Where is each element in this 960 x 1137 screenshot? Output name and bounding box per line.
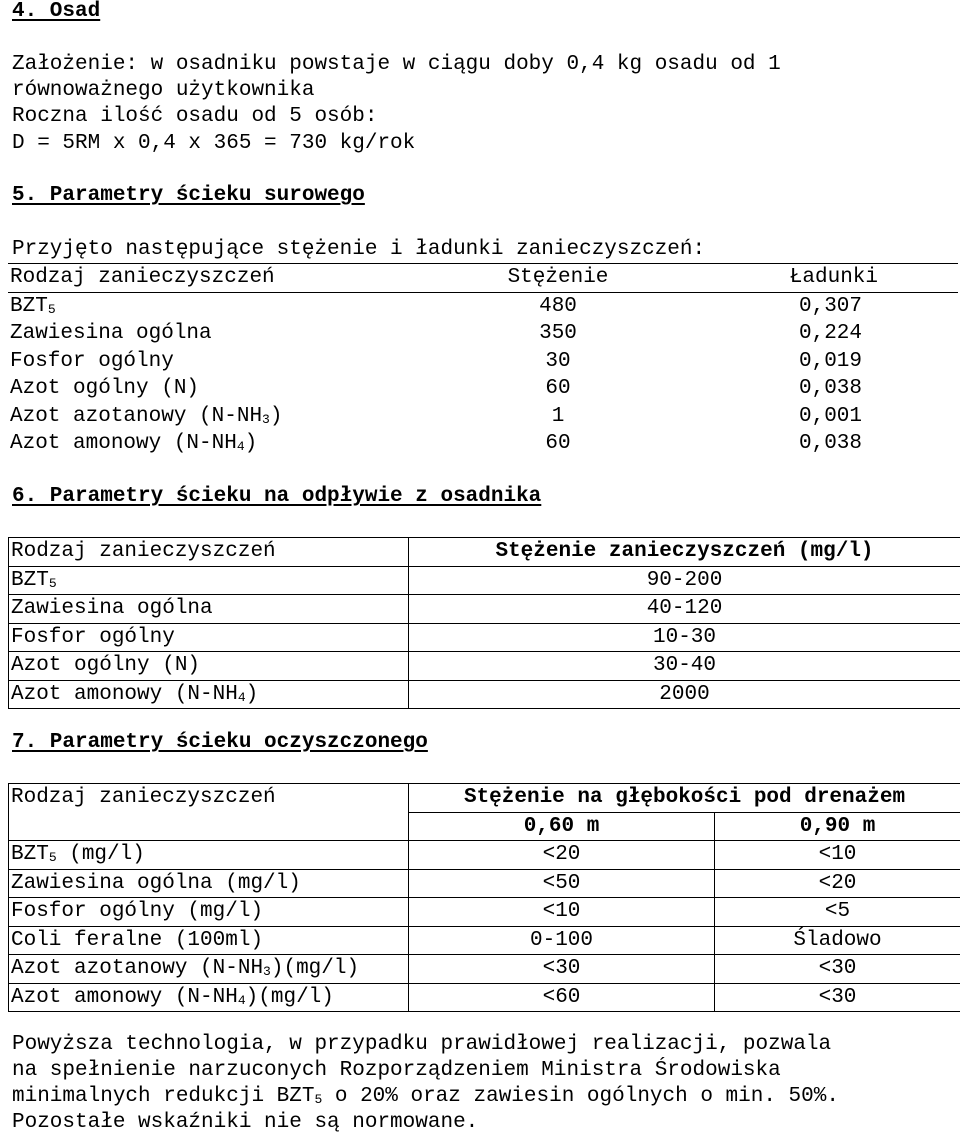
section-5-heading: 5. Parametry ścieku surowego	[12, 184, 365, 207]
section-4-line-1: Założenie: w osadniku powstaje w ciągu doby 0,4 kg osadu od 1	[12, 53, 781, 76]
pollutant-name: Zawiesina ogólna (mg/l)	[11, 871, 301, 895]
concentration-value: 40-120	[409, 595, 960, 624]
concentration-value: 30-40	[409, 652, 960, 681]
depth-090-value: <30	[715, 983, 960, 1012]
closing-line-3: minimalnych redukcji $BZT_5$ o 20% oraz zawiesin ogólnych o min. 50%.	[12, 1085, 839, 1108]
depth-090-value: <5	[715, 898, 960, 927]
pollutant-name: Fosfor ogólny (mg/l)	[11, 900, 264, 924]
pollutant-name: Azot ogólny (N)	[11, 654, 201, 678]
depth-090-value: <10	[715, 841, 960, 870]
raw-sewage-header-row	[8, 264, 958, 293]
table-row: Azot amonowy $(N-NH_4)(mg/l)$ <60 <30	[9, 983, 960, 1012]
pollutant-name: Azot azotanowy (N-NH	[11, 957, 264, 981]
depth-090-value: <30	[715, 955, 960, 984]
header-loads: Ładunki	[708, 264, 958, 293]
header-pollutant-concentration: Stężenie zanieczyszczeń (mg/l)	[409, 538, 960, 567]
load-value: 0,019	[798, 349, 862, 373]
depth-060-value: <10	[409, 898, 715, 927]
treated-sewage-table	[8, 783, 960, 1012]
closing-line-1: Powyższa technologia, w przypadku prawidłowej realizacji, pozwala	[12, 1033, 832, 1056]
table-row: Azot azotanowy $(N-NH_3)(mg/l)$ <30 <30	[9, 955, 960, 984]
section-7-heading: 7. Parametry ścieku oczyszczonego	[12, 731, 428, 754]
pollutant-name: BZT	[10, 294, 48, 318]
settling-outflow-header-row	[9, 538, 960, 567]
section-4-heading: 4. Osad	[12, 0, 101, 23]
table-row	[9, 623, 960, 652]
concentration-value: 30	[545, 349, 571, 373]
table-row: $BZT_5$ (mg/l) <20 <10	[9, 841, 960, 870]
table-row	[9, 652, 960, 681]
closing-line-2: na spełnienie narzuconych Rozporządzeniem Ministra Środowiska	[12, 1059, 781, 1082]
pollutant-name: Azot amonowy (N-NH	[11, 985, 238, 1009]
table-row	[9, 595, 960, 624]
depth-090-value: Śladowo	[715, 926, 960, 955]
header-depth-concentration: Stężenie na głębokości pod drenażem	[409, 784, 960, 813]
pollutant-name: Fosfor ogólny	[11, 625, 175, 649]
pollutant-name: Fosfor ogólny	[10, 349, 174, 373]
depth-060-value: 0-100	[409, 926, 715, 955]
table-row	[9, 898, 960, 927]
header-pollutant-type: Rodzaj zanieczyszczeń	[8, 264, 408, 293]
section-4-line-3: Roczna ilość osadu od 5 osób:	[12, 105, 378, 128]
concentration-value: 1	[551, 404, 565, 428]
load-value: 0,307	[798, 294, 862, 318]
load-value: 0,038	[798, 377, 862, 401]
closing-line-4: Pozostałe wskaźniki nie są normowane.	[12, 1111, 479, 1134]
table-row: $BZT_5$ 480 0,307	[8, 292, 958, 320]
pollutant-name: Coli feralne (100ml)	[11, 928, 264, 952]
section-5-intro: Przyjęto następujące stężenie i ładunki zanieczyszczeń:	[12, 238, 706, 261]
header-pollutant-type: Rodzaj zanieczyszczeń	[9, 538, 409, 567]
table-row	[9, 926, 960, 955]
depth-090-value: <20	[715, 869, 960, 898]
pollutant-name: Zawiesina ogólna	[10, 322, 212, 346]
table-row: $BZT_5$ 90-200	[9, 566, 960, 595]
concentration-value: 90-200	[409, 566, 960, 595]
concentration-value: 480	[539, 294, 577, 318]
table-row: Azot amonowy $(N-NH_4)$ 60 0,038	[8, 430, 958, 458]
concentration-value: 60	[545, 432, 571, 456]
table-row	[8, 375, 958, 403]
section-4-line-2: równoważnego użytkownika	[12, 79, 315, 102]
header-pollutant-type: Rodzaj zanieczyszczeń	[9, 784, 409, 841]
concentration-value: 10-30	[409, 623, 960, 652]
concentration-value: 60	[545, 377, 571, 401]
table-row: Azot azotanowy $(N-NH_3)$ 1 0,001	[8, 403, 958, 431]
pollutant-name: BZT	[11, 568, 49, 592]
pollutant-name: Azot azotanowy (N-NH	[10, 404, 263, 428]
treated-header-row-1	[9, 784, 960, 813]
load-value: 0,038	[798, 432, 862, 456]
header-concentration: Stężenie	[408, 264, 708, 293]
depth-060-value: <30	[409, 955, 715, 984]
pollutant-name: Zawiesina ogólna	[11, 597, 213, 621]
pollutant-name: Azot ogólny (N)	[10, 377, 200, 401]
table-row	[8, 320, 958, 348]
pollutant-name: Azot amonowy (N-NH	[10, 432, 237, 456]
concentration-value: 2000	[409, 680, 960, 709]
table-row: Azot amonowy $(N-NH_4)$ 2000	[9, 680, 960, 709]
load-value: 0,224	[798, 322, 862, 346]
settling-outflow-table	[8, 537, 960, 709]
table-row	[9, 869, 960, 898]
section-4-line-4: D = 5RM x 0,4 x 365 = 730 kg/rok	[12, 132, 416, 155]
concentration-value: 350	[539, 322, 577, 346]
load-value: 0,001	[798, 404, 862, 428]
raw-sewage-table	[8, 263, 958, 458]
pollutant-name: BZT	[11, 843, 49, 867]
table-row	[8, 348, 958, 376]
depth-060-value: <60	[409, 983, 715, 1012]
section-6-heading: 6. Parametry ścieku na odpływie z osadnika	[12, 485, 542, 508]
header-depth-090: 0,90 m	[715, 812, 960, 841]
pollutant-name: Azot amonowy (N-NH	[11, 682, 238, 706]
depth-060-value: <50	[409, 869, 715, 898]
depth-060-value: <20	[409, 841, 715, 870]
header-depth-060: 0,60 m	[409, 812, 715, 841]
